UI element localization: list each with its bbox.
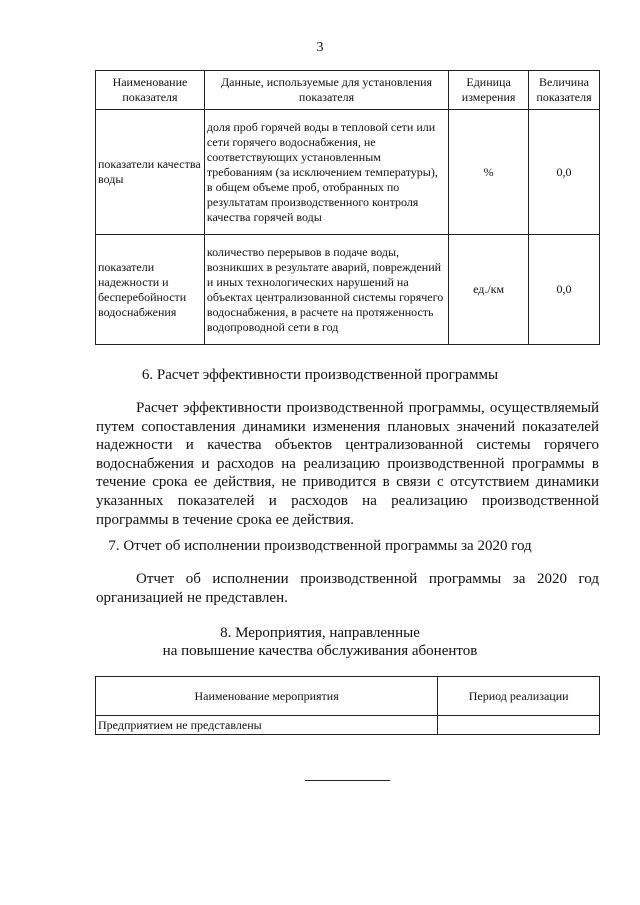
table-row xyxy=(96,235,600,345)
header-indicator-data: Данные, используемые для установления показателя xyxy=(204,71,448,110)
header-value: Величина показателя xyxy=(529,71,600,110)
indicator-data-cell: доля проб горячей воды в тепловой сети или сети горячего водоснабжения, не соответствующих установленным требованиям (за исключением температуры), в общем объеме проб, отобранных по результатам производственного контроля качества горячей воды xyxy=(204,110,448,235)
indicator-name-cell: показатели качества воды xyxy=(96,110,205,235)
indicator-value-cell: 0,0 xyxy=(529,235,600,345)
indicator-unit-cell: % xyxy=(449,110,529,235)
end-divider xyxy=(305,780,390,781)
measure-period-cell xyxy=(438,716,600,735)
header-unit: Единица измерения xyxy=(449,71,529,110)
table-row xyxy=(96,110,600,235)
section7-title: 7. Отчет об исполнении производственной программы за 2020 год xyxy=(108,538,532,554)
section8-title-line2: на повышение качества обслуживания абонентов xyxy=(162,643,478,659)
header-indicator-name: Наименование показателя xyxy=(96,71,205,110)
section6-title: 6. Расчет эффективности производственной программы xyxy=(141,367,499,383)
header-measure-name: Наименование мероприятия xyxy=(96,677,438,716)
section6-text: Расчет эффективности производственной программы, осуществляемый путем сопоставления динамики изменения плановых значений показателей надежности и качества объектов централизованной системы горячего водоснабжения и расходов на реализацию производственной программы в течение срока ее действия, не приводится в связи с отсутствием динамики указанных показателей и расходов на реализацию производственной программы в течение срока ее действия. xyxy=(96,400,599,528)
section7-text: Отчет об исполнении производственной программы за 2020 год организацией не представлен. xyxy=(96,571,599,606)
table-row xyxy=(96,716,600,735)
indicators-table xyxy=(95,70,600,345)
indicator-unit-cell: ед./км xyxy=(449,235,529,345)
page-number: 3 xyxy=(316,40,324,55)
indicator-name-cell: показатели надежности и бесперебойности водоснабжения xyxy=(96,235,205,345)
measures-header-row xyxy=(96,677,600,716)
section8-title-line1: 8. Мероприятия, направленные xyxy=(220,625,420,641)
measure-name-cell: Предприятием не представлены xyxy=(96,716,438,735)
measures-table xyxy=(95,676,600,735)
indicators-header-row xyxy=(96,71,600,110)
indicator-data-cell: количество перерывов в подаче воды, возникших в результате аварий, повреждений и иных технологических нарушений на объектах централизованной системы горячего водоснабжения, в расчете на протяженность водопроводной сети в год xyxy=(204,235,448,345)
indicator-value-cell: 0,0 xyxy=(529,110,600,235)
header-period: Период реализации xyxy=(438,677,600,716)
